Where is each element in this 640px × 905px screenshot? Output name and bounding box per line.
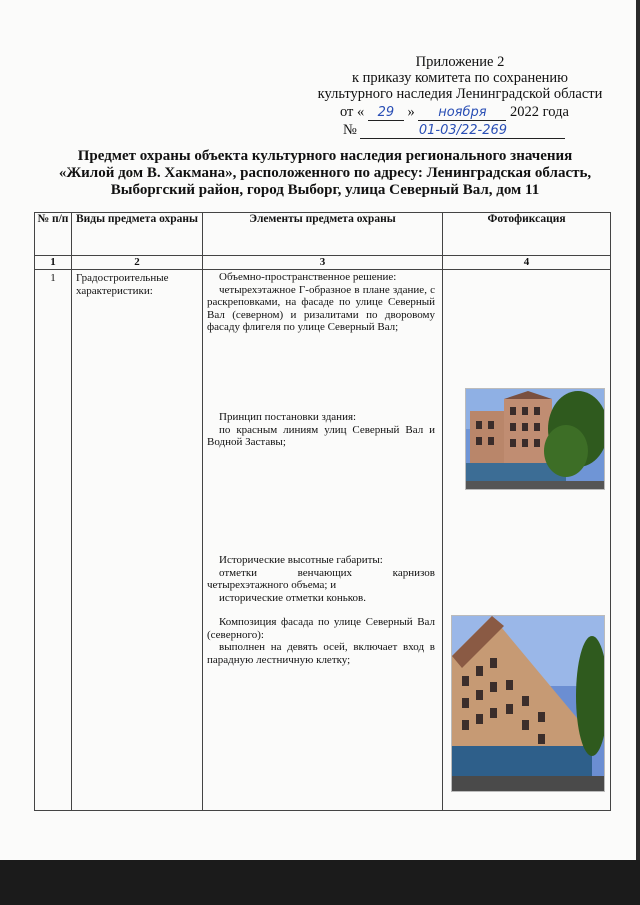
date-prefix: от « <box>340 104 365 120</box>
header-cell-elements: Элементы предмета охраны <box>203 213 443 256</box>
document-title <box>40 148 610 199</box>
element-heading: Композиция фасада по улице Северный Вал (северного): <box>207 616 435 641</box>
title-line: «Жилой дом В. Хакмана», расположенного по адресу: Ленинградская область, <box>58 165 592 181</box>
order-date <box>340 104 620 121</box>
table-row <box>35 270 611 811</box>
element-heading: Принцип постановки здания: <box>219 411 357 423</box>
element-heading: Объемно-пространственное решение: <box>219 271 397 283</box>
protection-table <box>34 212 611 811</box>
element-block-volume <box>207 271 435 334</box>
column-number: 2 <box>72 256 203 270</box>
element-block-facade <box>207 616 435 666</box>
element-block-placement <box>207 411 435 449</box>
element-text: по красным линиям улиц Северный Вал и Водной Заставы; <box>207 423 435 448</box>
column-number: 4 <box>443 256 611 270</box>
date-day-handwritten: 29 <box>368 105 404 121</box>
building-photo-2 <box>451 615 605 792</box>
header-cell-number: № п/п <box>35 213 72 256</box>
number-handwritten: 01-03/22-269 <box>360 123 565 139</box>
photo-cell <box>443 270 611 811</box>
title-line: Предмет охраны объекта культурного наследия регионального значения <box>77 148 573 164</box>
date-month-handwritten: ноября <box>418 105 506 121</box>
element-text: исторические отметки коньков. <box>219 591 366 604</box>
column-number: 1 <box>35 256 72 270</box>
building-photo-2-image <box>452 616 604 791</box>
element-text: выполнен на девять осей, включает вход в парадную лестничную клетку; <box>207 641 435 666</box>
header-cell-photo: Фотофиксация <box>443 213 611 256</box>
appendix-line: культурного наследия Ленинградской области <box>317 86 603 102</box>
appendix-line: к приказу комитета по сохранению <box>351 70 568 86</box>
building-photo-1 <box>465 388 605 490</box>
title-line: Выборгский район, город Выборг, улица Северный Вал, дом 11 <box>110 182 540 198</box>
appendix-line: Приложение 2 <box>415 54 505 70</box>
scan-edge-bottom <box>0 860 640 905</box>
row-number: 1 <box>35 270 72 811</box>
date-mid: » <box>407 104 415 120</box>
date-year: 2022 года <box>510 104 569 120</box>
column-number: 3 <box>203 256 443 270</box>
header-cell-type: Виды предмета охраны <box>72 213 203 256</box>
table-header-row <box>35 213 611 256</box>
element-text: отметки венчающих карнизов четырехэтажного объема; и <box>207 566 435 591</box>
order-number <box>343 122 573 139</box>
appendix-header <box>300 54 620 102</box>
scan-edge-right <box>636 0 640 860</box>
element-block-heights <box>207 554 435 604</box>
number-prefix: № <box>343 122 357 138</box>
protection-elements <box>203 270 443 811</box>
element-text: четырехэтажное Г-образное в плане здание, с раскреповками, на фасаде по улице Северный Вал (северном) и ризалитами по дворовому фасаду флигеля по улице Северный Вал; <box>207 283 435 333</box>
protection-type: Градостроительные характеристики: <box>72 270 203 811</box>
column-number-row <box>35 256 611 270</box>
building-photo-1-image <box>466 389 604 489</box>
element-heading: Исторические высотные габариты: <box>219 554 383 566</box>
